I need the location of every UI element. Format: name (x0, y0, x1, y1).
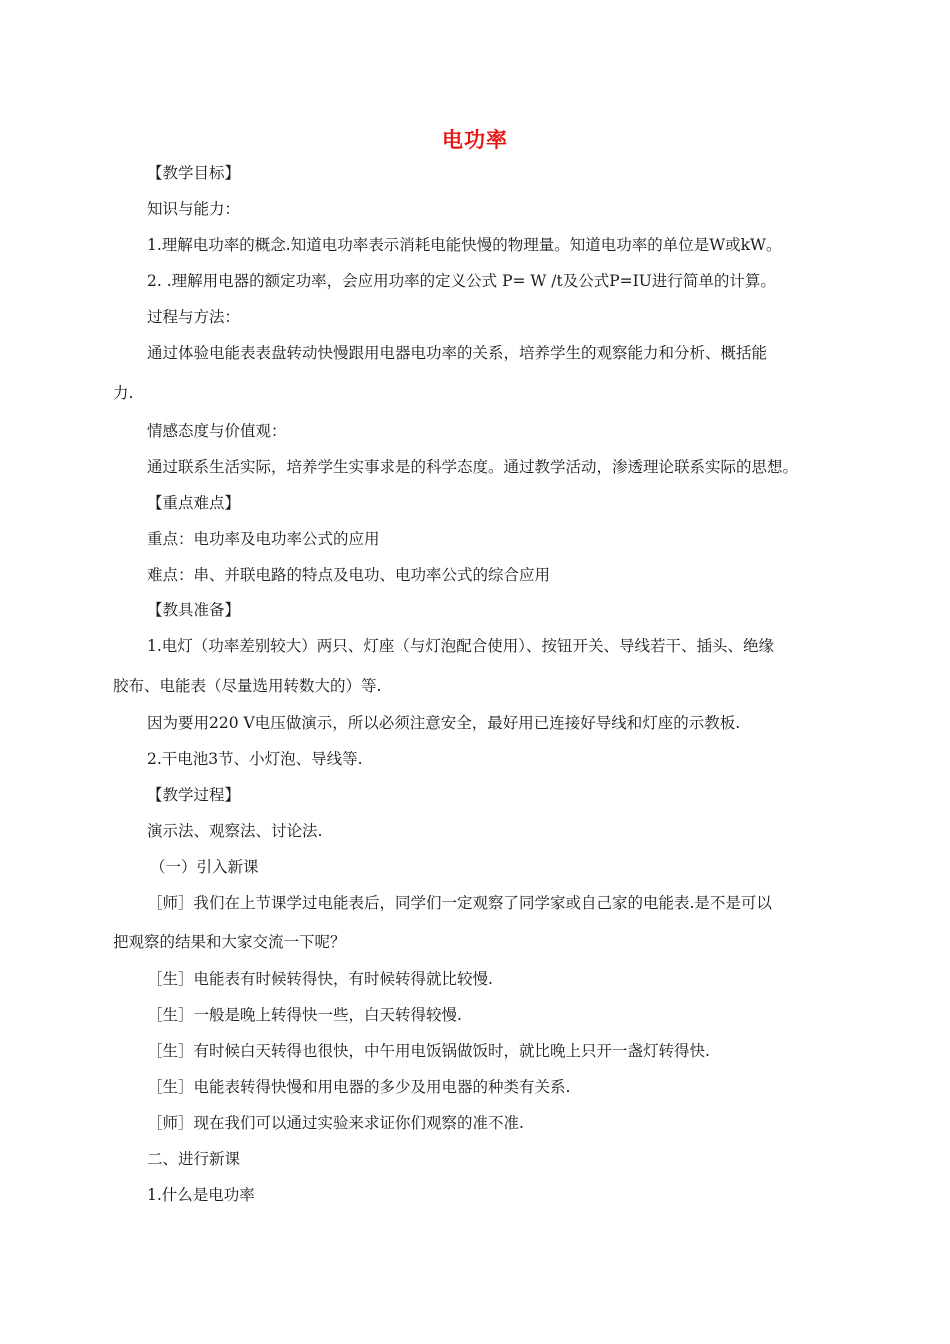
paragraph-line: 重点：电功率及电功率公式的应用 (147, 530, 380, 548)
dialogue-line: 把观察的结果和大家交流一下呢？ (113, 933, 346, 951)
subheading-attitude: 情感态度与价值观： (147, 422, 287, 440)
section-heading-objectives: 【教学目标】 (147, 164, 241, 182)
dialogue-line: ［生］电能表有时候转得快，有时候转得就比较慢. (147, 970, 493, 988)
section-heading-key-points: 【重点难点】 (147, 494, 241, 512)
dialogue-line: ［师］现在我们可以通过实验来求证你们观察的准不准. (147, 1114, 524, 1132)
paragraph-line: 1.电灯（功率差别较大）两只、灯座（与灯泡配合使用）、按钮开关、导线若干、插头、绝缘 (147, 637, 775, 655)
dialogue-line: ［师］我们在上节课学过电能表后，同学们一定观察了同学家或自己家的电能表.是不是可以 (147, 894, 772, 912)
paragraph-line: 通过联系生活实际，培养学生实事求是的科学态度。通过教学活动，渗透理论联系实际的思想。 (147, 458, 799, 476)
paragraph-line: 因为要用220 V电压做演示，所以必须注意安全，最好用已连接好导线和灯座的示教板. (147, 714, 741, 732)
subheading-process: 过程与方法： (147, 308, 241, 326)
paragraph-line: 2.干电池3节、小灯泡、导线等. (147, 750, 363, 768)
subheading-intro: （一）引入新课 (150, 858, 259, 876)
section-heading-equipment: 【教具准备】 (147, 601, 241, 619)
paragraph-line: 难点：串、并联电路的特点及电功、电功率公式的综合应用 (147, 566, 551, 584)
paragraph-line: 1.什么是电功率 (147, 1186, 255, 1204)
dialogue-line: ［生］有时候白天转得也很快，中午用电饭锅做饭时，就比晚上只开一盏灯转得快. (147, 1042, 710, 1060)
paragraph-line: 通过体验电能表表盘转动快慢跟用电器电功率的关系，培养学生的观察能力和分析、概括能 (147, 344, 768, 362)
dialogue-line: ［生］一般是晚上转得快一些，白天转得较慢. (147, 1006, 462, 1024)
paragraph-line: 力. (113, 384, 134, 402)
paragraph-line: 胶布、电能表（尽量选用转数大的）等. (113, 677, 382, 695)
subheading-knowledge: 知识与能力： (147, 200, 241, 218)
dialogue-line: ［生］电能表转得快慢和用电器的多少及用电器的种类有关系. (147, 1078, 571, 1096)
paragraph-line: 2. .理解用电器的额定功率，会应用功率的定义公式 P= W /t及公式P=IU进行简单的计算。 (147, 272, 776, 290)
section-heading-process: 【教学过程】 (147, 786, 241, 804)
subheading-new-lesson: 二、进行新课 (147, 1150, 241, 1168)
paragraph-line: 演示法、观察法、讨论法. (147, 822, 323, 840)
document-title: 电功率 (442, 128, 508, 152)
paragraph-line: 1.理解电功率的概念.知道电功率表示消耗电能快慢的物理量。知道电功率的单位是W或kW。 (147, 236, 782, 254)
